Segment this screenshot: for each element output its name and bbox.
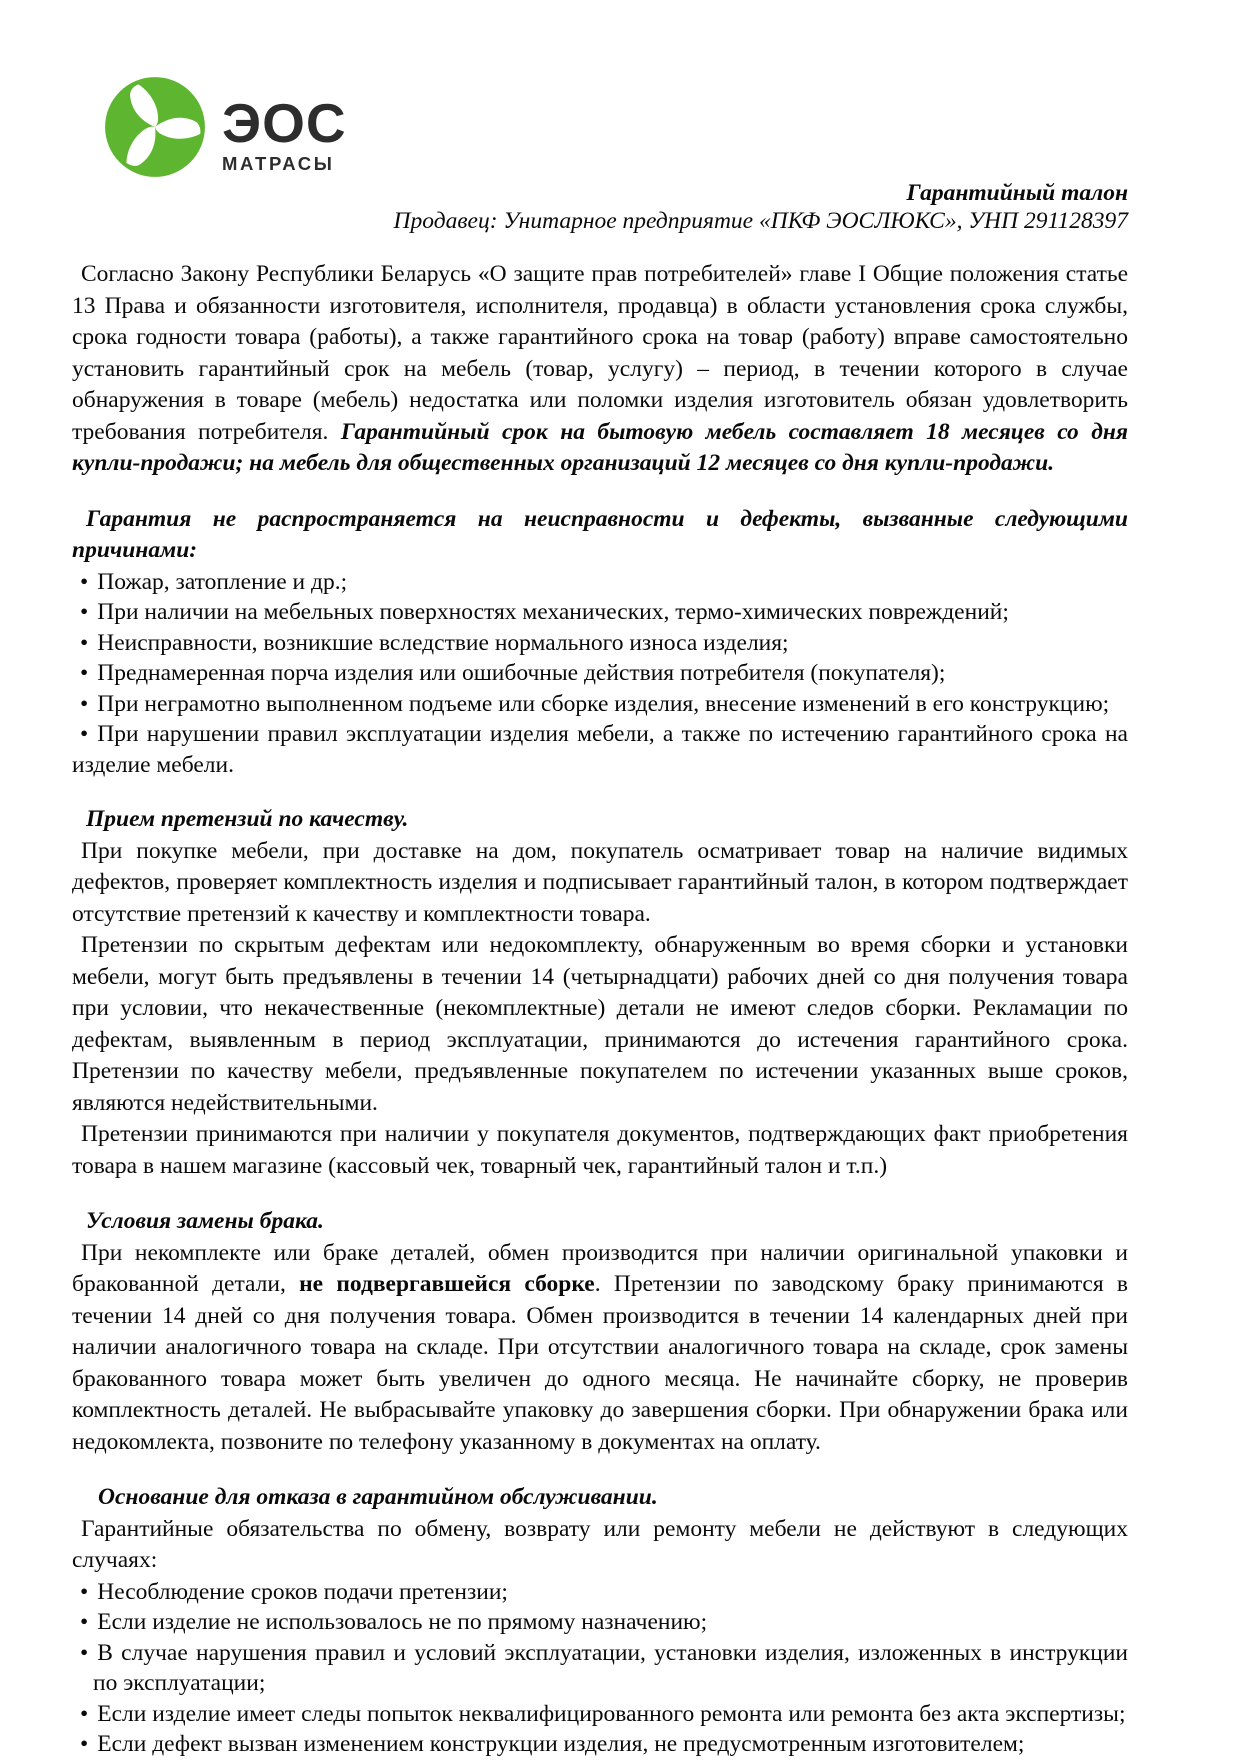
paragraph	[72, 836, 1128, 931]
document-body	[72, 259, 1128, 1760]
bullet-icon: •	[80, 599, 89, 625]
document-title-block	[394, 179, 1128, 236]
header	[72, 70, 1128, 234]
seller-line: Продавец: Унитарное предприятие «ПКФ ЭОСЛЮКС», УНП 291128397	[393, 208, 1128, 234]
bullet-item	[72, 719, 1128, 780]
section-heading: Прием претензий по качеству.	[86, 806, 409, 832]
bullet-item	[72, 597, 1128, 628]
bullet-text: Преднамеренная порча изделия или ошибочные действия потребителя (покупателя);	[97, 660, 946, 686]
bullet-icon: •	[80, 690, 89, 717]
bullet-text: В случае нарушения правил и условий эксплуатации, установки изделия, изложенных в инструкции по эксплуатации;	[93, 1639, 1128, 1696]
bullet-item	[72, 628, 1128, 659]
bullet-text: Если изделие имеет следы попыток неквалифицированного ремонта или ремонта без акта экспертизы;	[97, 1700, 1126, 1727]
bullet-icon: •	[80, 1609, 89, 1635]
paragraph	[72, 259, 1128, 480]
paragraph	[72, 1238, 1128, 1459]
paragraph	[72, 1514, 1128, 1577]
bullet-item	[72, 1577, 1128, 1608]
paragraph	[72, 930, 1128, 1119]
bullet-item	[72, 1607, 1128, 1638]
text-run: Гарантийный срок на бытовую мебель составляет 18 месяцев со дня купли-продажи; на мебель для общественных организаций 12 месяцев со дня купли-продажи.	[72, 418, 1128, 476]
text-run: При покупке мебели, при доставке на дом, покупатель осматривает товар на наличие видимых дефектов, проверяет комплектность изделия и подписывает гарантийный талон, в котором подтверждает отсутствие претензий к качеству и комплектности товара.	[72, 837, 1128, 927]
bullet-text: Неисправности, возникшие вследствие нормального износа изделия;	[97, 629, 789, 656]
brand-text	[222, 80, 347, 175]
leaf-circle-icon	[103, 72, 207, 182]
bullet-icon: •	[80, 568, 89, 595]
bullet-icon: •	[80, 1578, 89, 1605]
bullet-item	[72, 567, 1128, 598]
bullet-text: При наличии на мебельных поверхностях механических, термо-химических повреждений;	[97, 599, 1009, 625]
brand-logo	[103, 72, 347, 182]
document-title: Гарантийный талон	[906, 180, 1128, 206]
bullet-icon: •	[80, 1639, 89, 1666]
bullet-text: Пожар, затопление и др.;	[97, 568, 348, 595]
bullet-text: Если изделие не использовалось не по прямому назначению;	[97, 1609, 708, 1635]
section-heading: Условия замены брака.	[86, 1208, 324, 1234]
bullet-text: Если дефект вызван изменением конструкции изделия, не предусмотренным изготовителем;	[97, 1731, 1025, 1757]
bullet-item	[72, 1638, 1128, 1699]
bullet-list	[72, 567, 1128, 781]
bullet-icon: •	[80, 1731, 89, 1757]
brand-name: ЭОС	[222, 91, 347, 154]
text-run: При некомплекте или браке деталей, обмен производится при наличии оригинальной упаковки и бракованной детали,	[72, 1239, 1128, 1297]
bullet-icon: •	[80, 721, 89, 747]
bullet-text: При нарушении правил эксплуатации изделия мебели, а также по истечению гарантийного срока на изделие мебели.	[72, 721, 1128, 778]
bullet-icon: •	[80, 1700, 89, 1727]
section-heading: Основание для отказа в гарантийном обслуживании.	[98, 1484, 658, 1510]
bullet-icon: •	[80, 629, 89, 656]
text-run: . Претензии по заводскому браку принимаются в течении 14 дней со дня получения товара. Обмен производится в течении 14 календарных дней при наличии аналогичного товара на складе. При отсутствии аналогичного товара на складе, срок замены бракованного товара может быть увеличен до одного месяца. Не начинайте сборку, не проверив комплектность деталей. Не выбрасывайте упаковку до завершения сборки. При обнаружении брака или недокомлекта, позвоните по телефону указанному в документах на оплату.	[72, 1271, 1128, 1455]
paragraph	[72, 1119, 1128, 1182]
bullet-text: При неграмотно выполненном подъеме или сборке изделия, внесение изменений в его конструкцию;	[97, 690, 1110, 717]
section-heading: Гарантия не распространяется на неисправности и дефекты, вызванные следующими причинами:	[72, 505, 1128, 563]
bullet-item	[72, 689, 1128, 720]
bullet-text: Несоблюдение сроков подачи претензии;	[97, 1578, 508, 1605]
text-run: Претензии по скрытым дефектам или недокомплекту, обнаруженным во время сборки и установки мебели, могут быть предъявлены в течении 14 (четырнадцати) рабочих дней со дня получения товара при условии, что некачественные (некомплектные) детали не имеют следов сборки. Рекламации по дефектам, выявленным в период эксплуатации, принимаются до истечения гарантийного срока. Претензии по качеству мебели, предъявленные покупателем по истечении указанных выше сроков, являются недействительными.	[72, 932, 1128, 1116]
bullet-icon: •	[80, 660, 89, 686]
brand-subtitle: МАТРАСЫ	[222, 152, 335, 174]
bullet-item	[72, 1729, 1128, 1760]
bullet-item	[72, 1699, 1128, 1730]
bullet-list	[72, 1577, 1128, 1760]
text-run: Претензии принимаются при наличии у покупателя документов, подтверждающих факт приобретения товара в нашем магазине (кассовый чек, товарный чек, гарантийный талон и т.п.)	[72, 1121, 1128, 1179]
bullet-item	[72, 658, 1128, 689]
text-run: Гарантийные обязательства по обмену, возврату или ремонту мебели не действуют в следующих случаях:	[72, 1515, 1128, 1573]
text-run: не подвергавшейся сборке	[299, 1271, 595, 1297]
text-run: Согласно Закону Республики Беларусь «О защите прав потребителей» главе I Общие положения статье 13 Права и обязанности изготовителя, исполнителя, продавца) в области установления срока службы, срока годности товара (работы), а также гарантийного срока на товар (работу) вправе самостоятельно установить гарантийный срок на мебель (товар, услугу) – период, в течении которого в случае обнаружения в товаре (мебель) недостатка или поломки изделия изготовитель обязан удовлетворить требования потребителя.	[72, 261, 1128, 445]
